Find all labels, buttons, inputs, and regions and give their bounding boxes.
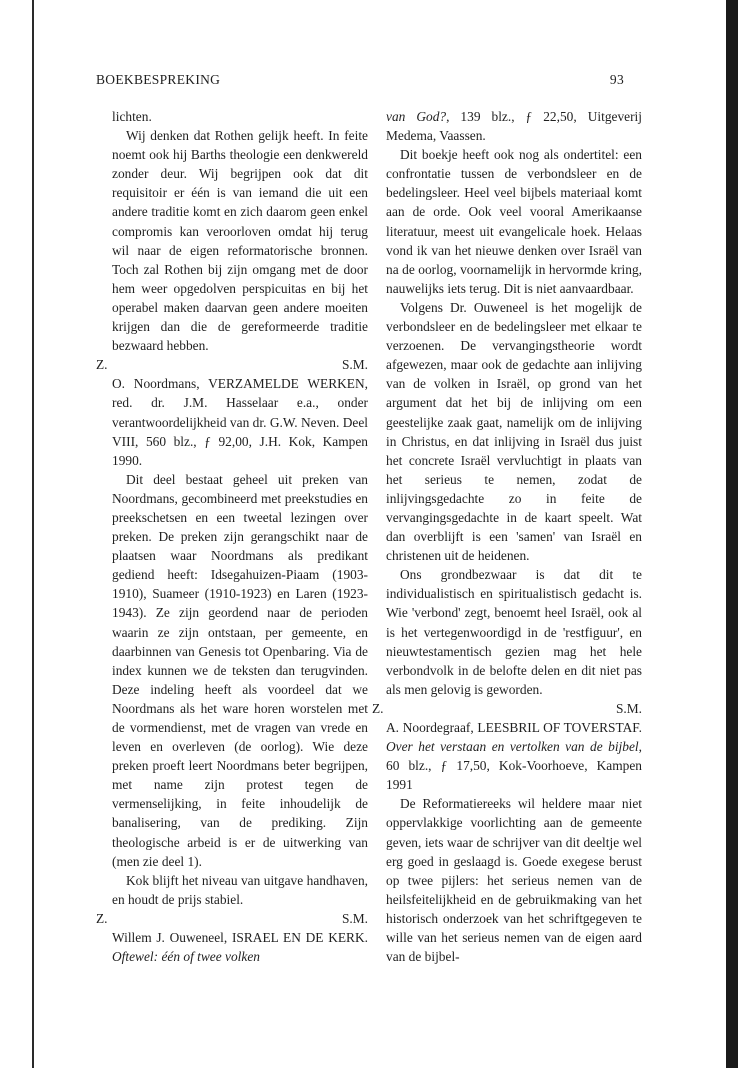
review-heading xyxy=(386,718,642,794)
review-signature xyxy=(96,909,368,928)
running-title: BOEKBESPREKING xyxy=(96,72,221,87)
review-heading xyxy=(112,928,368,966)
review-heading-continued xyxy=(386,107,642,145)
scan-edge-line xyxy=(32,0,34,1068)
review-heading-italic: Oftewel: één of twee volken xyxy=(112,949,260,965)
signature-place: Z. xyxy=(372,700,384,716)
paragraph: Volgens Dr. Ouweneel is het mogelijk de verbondsleer en de bedelingsleer met elkaar te verzoenen. De vervangingstheorie wordt afgewezen, maar ook de gedachte aan inlijving van de volken in Israël, op grond van het argument dat het bij de inlijving om een geestelijke zaak gaat, namelijk om de inlijving in Christus, en dat inlijving in Israël dus juist het concrete Israël vervluchtigt in plaats van het serieus te nemen, zodat de inlijvingsgedachte zo in feite de vervangingsgedachte in de kaart speelt. Wat dan overblijft is een 'samen' van Israël en christenen uit de heidenen. xyxy=(386,299,642,564)
paragraph: Kok blijft het niveau van uitgave handhaven, en houdt de prijs stabiel. xyxy=(112,872,368,907)
signature-initials: S.M. xyxy=(615,700,642,716)
paragraph: Wij denken dat Rothen gelijk heeft. In feite noemt ook hij Barths theologie een denkwereld zonder deur. Wij begrijpen ook dat dit requisitoir er één is van iemand die uit een andere traditie komt en zich daarom geen enkel compromis kan veroorloven omdat hij terug wil naar de eigen reformatorische bronnen. Toch zal Rothen bij zijn omgang met de door hem weer opgedolven perspicuitas en bij het operabel maken daarvan geen andere moeiten krijgen dan die de gereformeerde traditie bezwaard hebben. xyxy=(112,128,368,354)
review-signature xyxy=(96,355,368,374)
review-heading-plain: , 60 blz., ƒ 17,50, Kok-Voorhoeve, Kampen 1991 xyxy=(386,739,642,793)
scan-margin-left xyxy=(0,0,34,1068)
review-signature xyxy=(372,699,642,718)
review-heading: O. Noordmans, VERZAMELDE WERKEN, red. dr. J.M. Hasselaar e.a., onder verantwoordelijkheid van dr. G.W. Neven. Deel VIII, 560 blz., ƒ 92,00, J.H. Kok, Kampen 1990. xyxy=(112,376,368,468)
scan-edge-right xyxy=(726,0,738,1068)
right-column xyxy=(372,107,642,966)
paragraph: De Reformatiereeks wil heldere maar niet oppervlakkige voorlichting aan de gemeente geven, iets waar de schrijver van dit deeltje wel erg goed in geslaagd is. Goede exegese berust op twee pijlers: het serieus nemen van de heilsfeitelijkheid en de gebruikmaking van het historisch onderzoek van het schriftgegeven te wille van het serieus nemen van de eigen aard van de bijbel- xyxy=(386,796,642,965)
signature-place: Z. xyxy=(96,910,108,926)
running-header xyxy=(96,72,624,92)
signature-place: Z. xyxy=(96,357,108,373)
review-heading-plain: A. Noordegraaf, LEESBRIL OF TOVERSTAF. xyxy=(386,720,642,735)
review-heading-plain: Willem J. Ouweneel, ISRAEL EN DE KERK. xyxy=(112,930,368,946)
page-number: 93 xyxy=(609,72,624,87)
left-column xyxy=(96,107,368,966)
review-heading-italic: van God? xyxy=(386,109,447,124)
paragraph: Dit deel bestaat geheel uit preken van Noordmans, gecombineerd met preekstudies en preekschetsen en een tweetal lezingen over preken. De preken zijn gerangschikt naar de plaatsen waar Noordmans als predikant gediend heeft: Idsegahuizen-Piaam (1903-1910), Suameer (1910-1923) en Laren (1923-1943). Ze zijn geordend naar de perioden waarin ze zijn ontstaan, per gemeente, en daarbinnen van Genesis tot Openbaring. Via de index kunnen we de teksten dan terugvinden. Deze indeling heeft als voordeel dat we Noordmans als het ware horen worstelen met de vormendienst, met de vragen van vrede en leven en overleven (de oorlog). Wie deze preken proeft leert Noordmans beter begrijpen, met name zijn protest tegen de vermenselijking, in feite inhoudelijk de banalisering, van de prediking. Zijn theologische arbeid is er de uitwerking van (men zie deel 1). xyxy=(112,471,368,869)
signature-initials: S.M. xyxy=(341,910,368,926)
signature-initials: S.M. xyxy=(341,357,368,373)
review-heading-italic: Over het verstaan en vertolken van de bijbel xyxy=(386,739,639,755)
review-heading-plain: , 139 blz., ƒ 22,50, Uitgeverij Medema, Vaassen. xyxy=(386,109,642,144)
paragraph: Ons grondbezwaar is dat dit te individualistisch en spiritualistisch gedacht is. Wie 'verbond' zegt, benoemt heel Israël, ook al is het vertegenwoordigd in de 'restfiguur', en nieuwtestamentisch gezien mag het hele verbondvolk in de belofte delen en dit niet pas als men gelovig is geworden. xyxy=(386,567,642,697)
paragraph: Dit boekje heeft ook nog als ondertitel: een confrontatie tussen de verbondsleer en de bedelingsleer. Heel veel bijbels materiaal komt aan de orde. Ook veel vooral Amerikaanse literatuur, meest uit evangelicale hoek. Helaas vond ik van het nieuwe denken over Israël van na de oorlog, voornamelijk in hervormde kring, nauwelijks iets terug. Dit is niet aanvaardbaar. xyxy=(386,147,642,296)
paragraph: lichten. xyxy=(112,109,152,124)
